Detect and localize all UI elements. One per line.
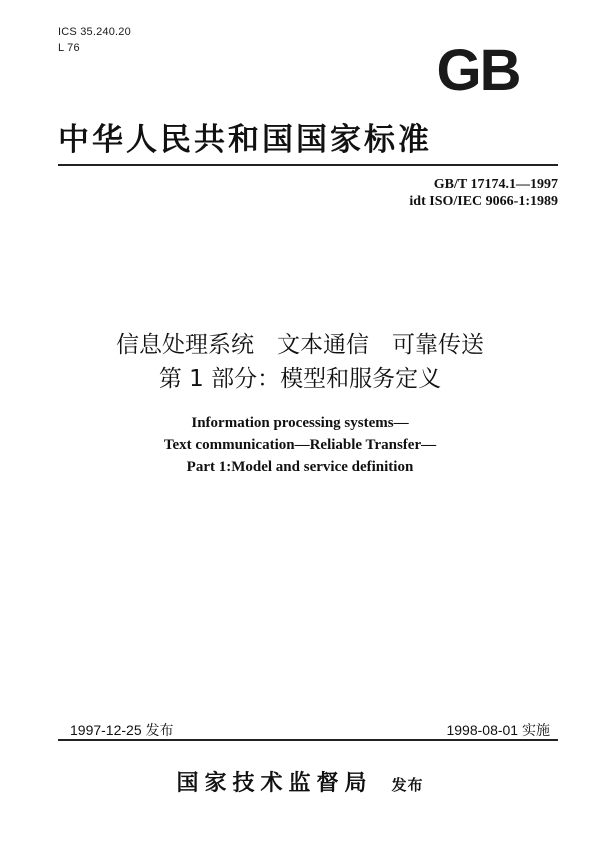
national-standard-title: 中华人民共和国国家标准 [58,122,432,158]
publisher-name: 国家技术监督局 [176,770,373,796]
ics-code: ICS 35.240.20 [58,26,131,38]
classification-codes [58,24,131,56]
english-title-line-2: Text communication—Reliable Transfer— [163,437,437,453]
gb-logo [426,40,530,98]
implementation-date: 1998-08-01 实施 [446,722,550,738]
publisher-suffix: 发布 [391,776,424,794]
identical-standard: idt ISO/IEC 9066-1:1989 [409,194,558,209]
english-title [0,412,600,478]
gb-logo-text: GB [436,40,520,98]
publisher [0,766,600,797]
english-title-line-3: Part 1:Model and service definition [186,459,414,475]
top-divider [58,164,558,166]
english-title-line-1: Information processing systems— [191,415,409,431]
standard-number: GB/T 17174.1—1997 [433,177,558,192]
chinese-title [0,328,600,396]
chinese-title-line-2: 第 1 部分：模型和服务定义 [158,366,442,392]
issue-date: 1997-12-25 发布 [70,722,174,738]
bottom-divider [58,739,558,741]
chinese-title-line-1: 信息处理系统 文本通信 可靠传送 [116,332,484,358]
ccs-code: L 76 [58,42,80,54]
standard-codes [409,176,558,210]
